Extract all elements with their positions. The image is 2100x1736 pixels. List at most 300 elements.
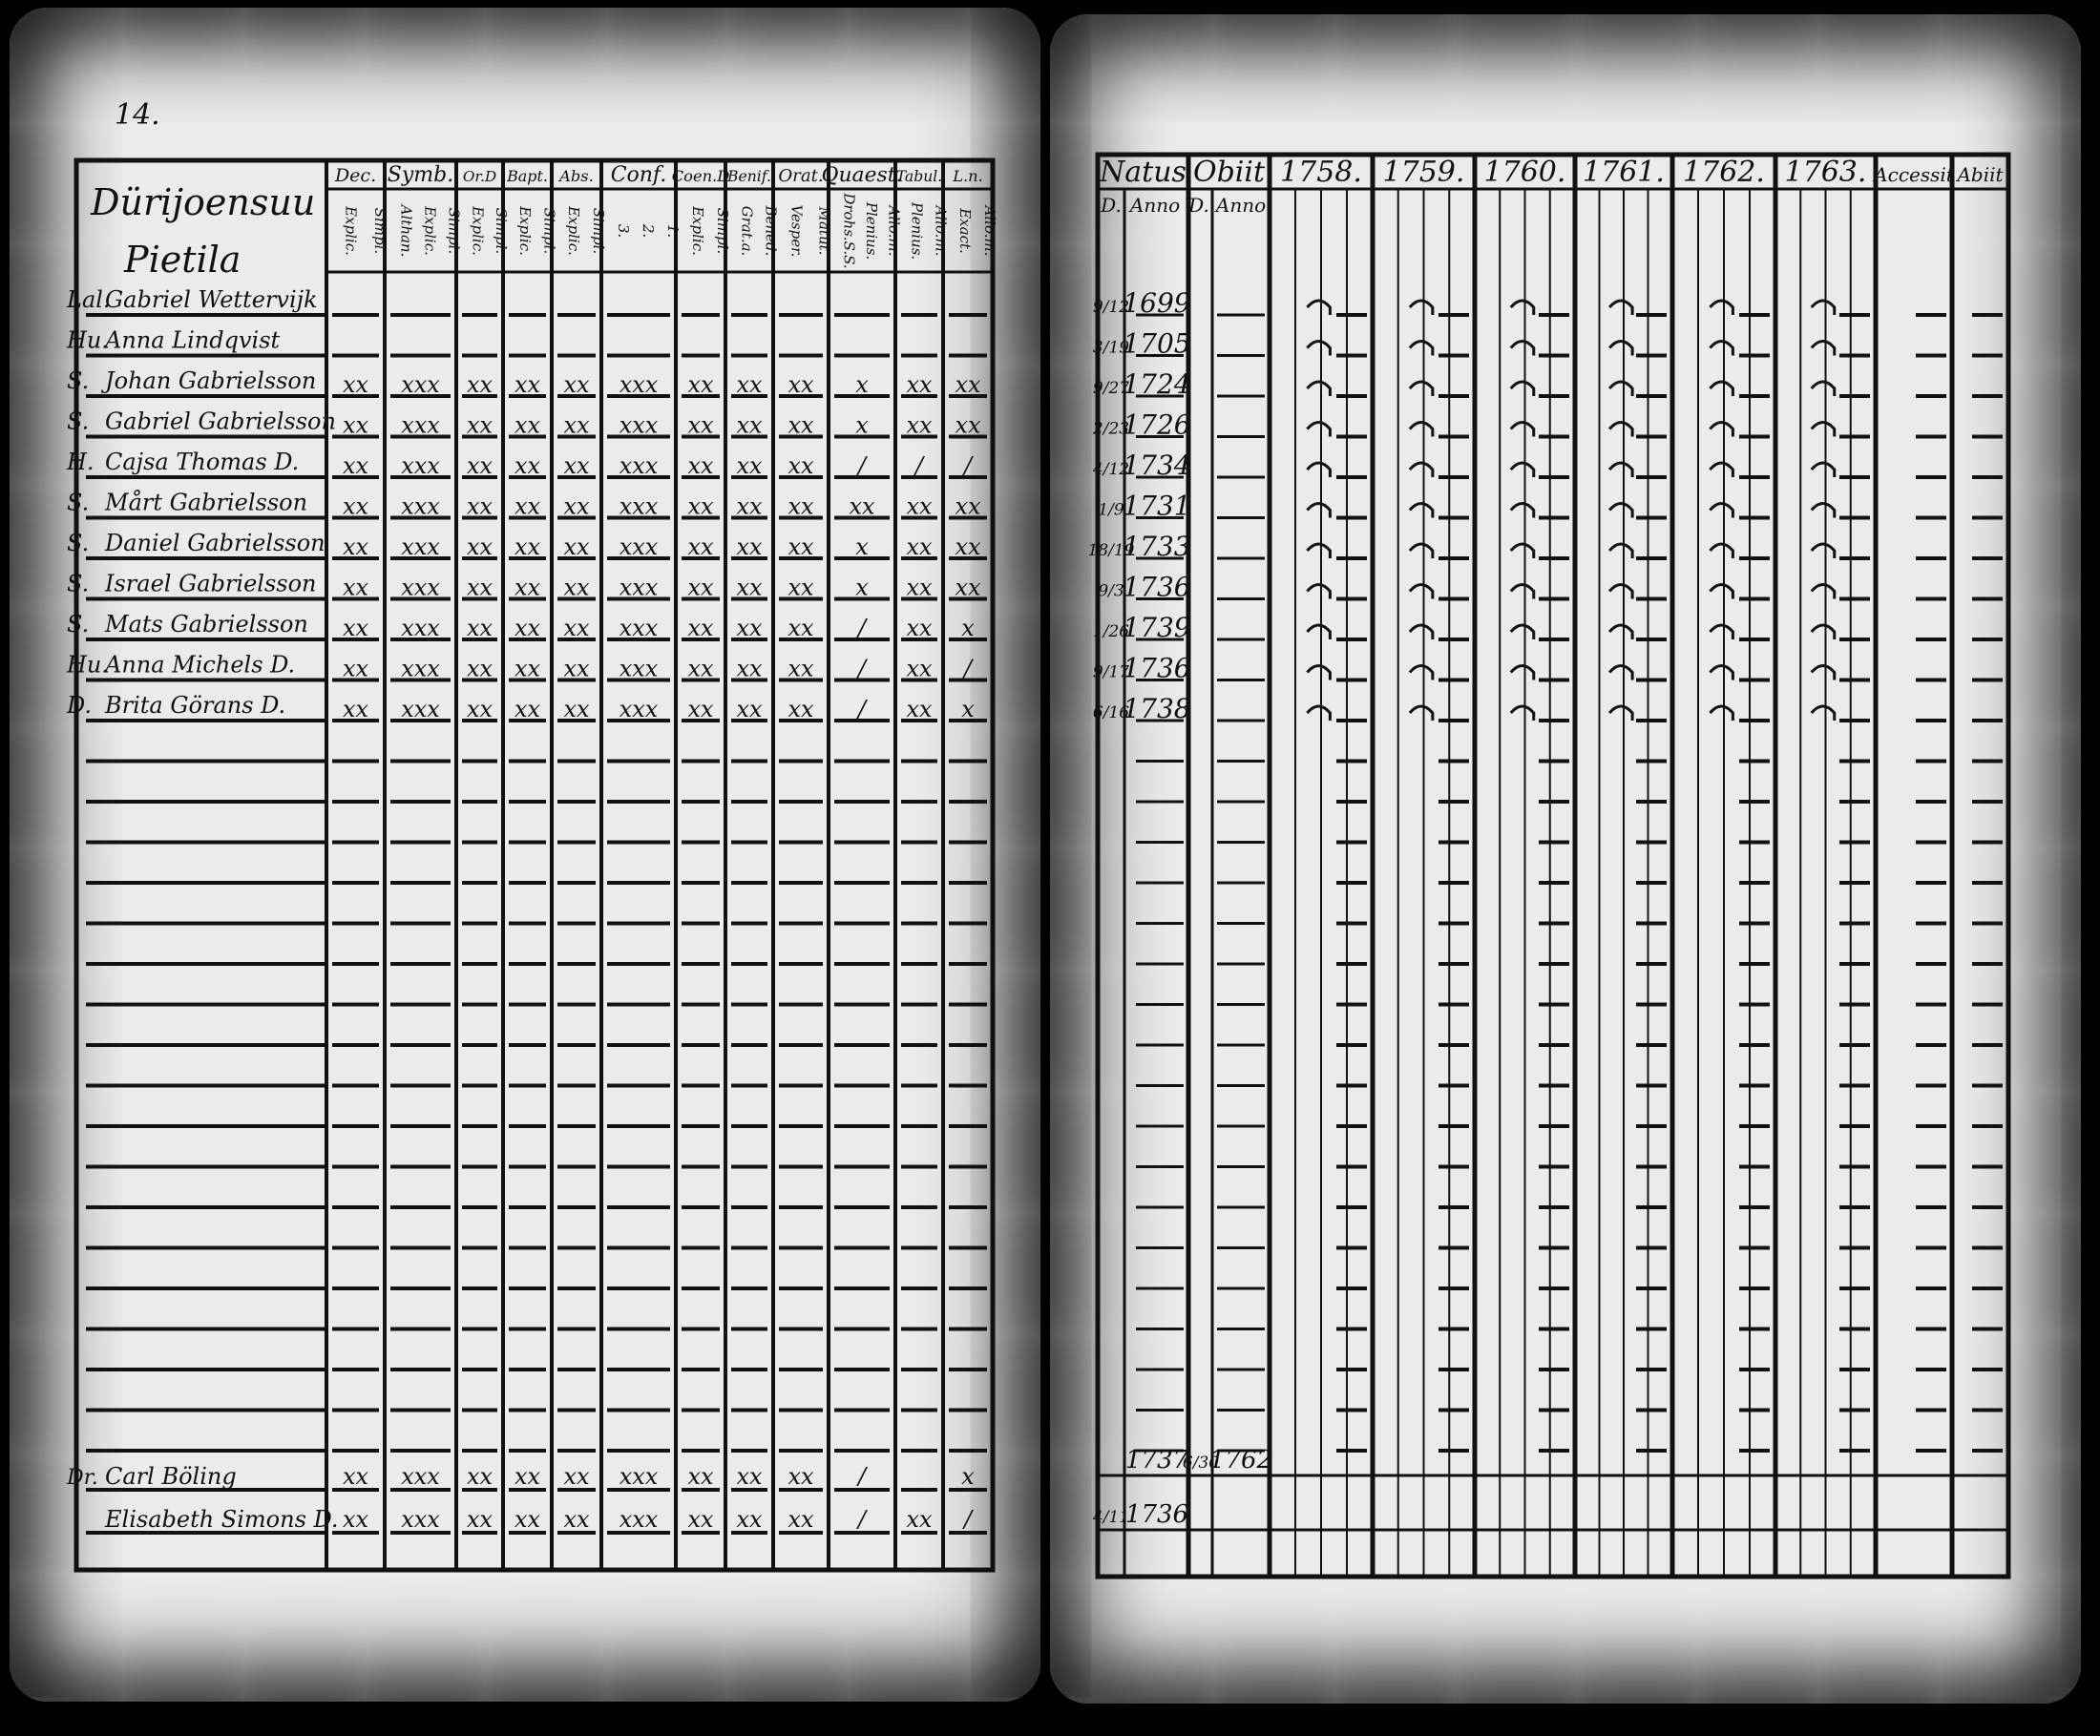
column-header: L.n. <box>953 167 983 185</box>
attendance-mark <box>1307 301 1330 315</box>
column-header: Conf. <box>610 163 667 187</box>
column-subheader: Simpl. <box>714 207 731 255</box>
attendance-mark <box>1410 585 1433 599</box>
catechism-mark: xx <box>788 696 814 722</box>
attendance-mark <box>1511 625 1534 639</box>
birth-day: 1/26 <box>1092 622 1130 641</box>
catechism-mark: xx <box>736 533 763 560</box>
catechism-mark: xx <box>466 696 494 722</box>
catechism-mark: xx <box>466 615 494 641</box>
catechism-mark: xxx <box>619 615 659 641</box>
column-subheader: Plenius. <box>863 201 880 261</box>
row-prefix: H. <box>67 449 94 475</box>
attendance-mark <box>1609 463 1632 477</box>
catechism-mark: x <box>855 411 869 439</box>
attendance-mark <box>1710 544 1732 558</box>
column-subheader: Explic. <box>469 206 487 256</box>
catechism-mark: xx <box>736 615 763 641</box>
attendance-mark <box>1511 342 1534 356</box>
attendance-mark <box>1410 423 1433 437</box>
catechism-mark: xx <box>687 411 714 439</box>
catechism-mark: xx <box>466 655 494 682</box>
column-header: 1760. <box>1483 156 1566 189</box>
birth-year: 1736 <box>1123 571 1191 603</box>
catechism-mark: xx <box>788 655 814 682</box>
column-header: 1762. <box>1683 156 1765 189</box>
birth-day: 1/9 <box>1098 500 1124 520</box>
catechism-mark: / <box>857 655 867 682</box>
person-name: Israel Gabrielsson <box>105 570 317 597</box>
attendance-mark <box>1511 544 1534 558</box>
attendance-mark <box>1812 301 1835 315</box>
birth-day: 6/16 <box>1092 703 1130 722</box>
attendance-mark <box>1307 666 1330 680</box>
catechism-mark: xx <box>906 371 933 398</box>
catechism-mark: xx <box>955 371 981 398</box>
attendance-mark <box>1609 423 1632 437</box>
catechism-mark: xx <box>466 533 494 560</box>
attendance-mark <box>1511 463 1534 477</box>
column-header: Accessit <box>1874 163 1954 186</box>
attendance-mark <box>1710 382 1732 396</box>
attendance-mark <box>1812 504 1835 518</box>
catechism-mark: x <box>961 1463 975 1490</box>
catechism-mark: xx <box>906 655 933 682</box>
person-name: Mårt Gabrielsson <box>105 489 308 516</box>
birth-day: 2/23 <box>1092 419 1130 439</box>
register-title: Dürijoensuu <box>91 181 316 223</box>
row-prefix: S. <box>67 408 90 435</box>
attendance-mark <box>1511 382 1534 396</box>
catechism-mark: xx <box>342 1463 369 1490</box>
catechism-mark: xx <box>466 574 494 601</box>
catechism-mark: xx <box>563 533 590 560</box>
catechism-mark: / <box>963 452 973 479</box>
catechism-mark: xxx <box>619 371 659 398</box>
column-header: 1759. <box>1382 156 1465 189</box>
column-header: Symb. <box>387 163 454 187</box>
column-subheader: Explic. <box>565 206 582 256</box>
catechism-mark: xx <box>342 492 369 520</box>
attendance-mark <box>1710 666 1732 680</box>
catechism-mark: / <box>857 615 867 641</box>
catechism-mark: xx <box>466 492 494 520</box>
catechism-mark: xx <box>514 615 541 641</box>
attendance-mark <box>1609 544 1632 558</box>
attendance-mark <box>1609 666 1632 680</box>
catechism-mark: / <box>963 655 973 682</box>
death-day: 6/30 <box>1182 1454 1220 1473</box>
column-header: Abs. <box>559 167 594 185</box>
attendance-mark <box>1307 585 1330 599</box>
attendance-mark <box>1307 625 1330 639</box>
catechism-mark: xx <box>687 696 714 722</box>
catechism-mark: xx <box>563 615 590 641</box>
person-name: Cajsa Thomas D. <box>105 449 300 475</box>
catechism-mark: xxx <box>619 1463 659 1490</box>
attendance-mark <box>1812 463 1835 477</box>
catechism-mark: xxx <box>619 1506 659 1533</box>
catechism-mark: xx <box>736 655 763 682</box>
person-name: Brita Görans D. <box>105 692 286 719</box>
catechism-mark: xx <box>514 655 541 682</box>
column-subheader: 3. <box>615 223 632 239</box>
birth-day: 9/3 <box>1098 581 1124 601</box>
catechism-mark: xx <box>466 1506 494 1533</box>
column-subheader: Simpl. <box>590 207 607 255</box>
column-subheader: D. <box>1101 194 1122 217</box>
catechism-mark: xx <box>563 1463 590 1490</box>
birth-day: 18/19 <box>1087 541 1135 560</box>
catechism-mark: / <box>857 696 867 722</box>
column-subheader: 1. <box>664 223 682 239</box>
column-subheader: Explic. <box>342 206 360 256</box>
catechism-mark: xx <box>342 411 369 439</box>
catechism-mark: xx <box>736 1463 763 1490</box>
attendance-mark <box>1511 301 1534 315</box>
catechism-mark: xx <box>563 411 590 439</box>
row-prefix: S. <box>67 530 90 556</box>
column-header: Benif. <box>727 168 771 185</box>
catechism-mark: xx <box>906 411 933 439</box>
birth-day: 3/19 <box>1092 338 1130 358</box>
column-subheader: Anno <box>1129 194 1181 217</box>
attendance-mark <box>1812 342 1835 356</box>
catechism-mark: xxx <box>619 452 659 479</box>
row-prefix: Lal. <box>67 286 111 313</box>
column-subheader: Drohs.S.S. <box>840 193 858 269</box>
attendance-mark <box>1307 706 1330 721</box>
attendance-mark <box>1812 585 1835 599</box>
catechism-mark: xx <box>736 1506 763 1533</box>
catechism-mark: xx <box>788 492 814 520</box>
attendance-mark <box>1812 706 1835 721</box>
column-subheader: Simpl. <box>540 207 558 255</box>
right-table-border <box>1098 155 2008 1577</box>
catechism-mark: / <box>857 1506 867 1533</box>
attendance-mark <box>1410 504 1433 518</box>
column-subheader: Plenius. <box>908 201 926 261</box>
catechism-mark: xx <box>514 696 541 722</box>
catechism-mark: / <box>857 1463 867 1490</box>
attendance-mark <box>1710 504 1732 518</box>
person-name: Anna Lindqvist <box>105 326 281 354</box>
catechism-mark: xx <box>514 1506 541 1533</box>
attendance-mark <box>1710 706 1732 721</box>
attendance-mark <box>1609 625 1632 639</box>
catechism-mark: xx <box>563 492 590 520</box>
attendance-mark <box>1812 382 1835 396</box>
catechism-mark: xx <box>563 452 590 479</box>
column-header: Dec. <box>334 165 377 186</box>
column-header: Natus <box>1100 156 1186 189</box>
catechism-mark: xx <box>466 411 494 439</box>
attendance-mark <box>1609 382 1632 396</box>
catechism-mark: xx <box>342 371 369 398</box>
catechism-mark: xxx <box>619 574 659 601</box>
catechism-mark: xx <box>342 452 369 479</box>
catechism-mark: xxx <box>401 411 440 439</box>
village-name: Pietila <box>124 239 242 281</box>
row-prefix: S. <box>67 611 90 638</box>
column-subheader: Vesper. <box>788 204 806 258</box>
attendance-mark <box>1410 544 1433 558</box>
catechism-mark: xxx <box>619 696 659 722</box>
column-subheader: Allo.m. <box>885 205 903 257</box>
person-name: Daniel Gabrielsson <box>105 530 326 556</box>
catechism-mark: xx <box>788 1506 814 1533</box>
attendance-mark <box>1511 666 1534 680</box>
person-name: Mats Gabrielsson <box>105 611 308 638</box>
catechism-mark: xx <box>687 533 714 560</box>
birth-day: 9/27 <box>1092 379 1130 398</box>
attendance-mark <box>1511 504 1534 518</box>
column-subheader: Allo.m. <box>981 205 998 257</box>
catechism-mark: xxx <box>401 1506 440 1533</box>
attendance-mark <box>1511 706 1534 721</box>
column-subheader: Althan. <box>397 204 415 258</box>
catechism-mark: xxx <box>401 371 440 398</box>
catechism-mark: xx <box>906 1506 933 1533</box>
catechism-mark: xx <box>342 696 369 722</box>
catechism-mark: xx <box>736 371 763 398</box>
row-prefix: Dr. <box>67 1466 98 1490</box>
catechism-mark: xx <box>342 615 369 641</box>
attendance-mark <box>1609 504 1632 518</box>
column-header: Tabul. <box>895 168 943 185</box>
attendance-mark <box>1609 342 1632 356</box>
catechism-mark: xx <box>466 1463 494 1490</box>
person-name: Johan Gabrielsson <box>105 367 317 394</box>
row-prefix: S. <box>67 489 90 516</box>
catechism-mark: xx <box>514 371 541 398</box>
column-header: Or.D <box>462 168 497 185</box>
row-prefix: Hu. <box>67 651 110 679</box>
catechism-mark: xx <box>514 452 541 479</box>
column-subheader: Explic. <box>421 206 439 256</box>
column-header: Orat. <box>778 166 824 186</box>
row-prefix: D. <box>67 692 93 719</box>
catechism-mark: xx <box>736 492 763 520</box>
catechism-mark: xx <box>736 452 763 479</box>
catechism-mark: xx <box>563 1506 590 1533</box>
attendance-mark <box>1812 666 1835 680</box>
catechism-mark: xx <box>514 533 541 560</box>
catechism-mark: xx <box>906 696 933 722</box>
attendance-mark <box>1511 585 1534 599</box>
attendance-mark <box>1609 585 1632 599</box>
birth-year: 1731 <box>1123 490 1191 522</box>
catechism-mark: xx <box>342 574 369 601</box>
attendance-mark <box>1410 666 1433 680</box>
attendance-mark <box>1609 301 1632 315</box>
birth-year: 1724 <box>1123 368 1191 400</box>
column-header: 1763. <box>1784 156 1867 189</box>
catechism-mark: xx <box>906 533 933 560</box>
catechism-mark: xx <box>514 492 541 520</box>
attendance-mark <box>1410 625 1433 639</box>
person-name: Gabriel Wettervijk <box>105 286 318 313</box>
birth-year: 1737 <box>1124 1446 1189 1475</box>
catechism-mark: xx <box>342 655 369 682</box>
catechism-mark: xxx <box>401 492 440 520</box>
catechism-mark: xxx <box>619 533 659 560</box>
column-subheader: Bened. <box>762 205 780 257</box>
attendance-mark <box>1609 706 1632 721</box>
catechism-mark: xx <box>736 574 763 601</box>
birth-year: 1739 <box>1123 612 1191 643</box>
birth-year: 1726 <box>1123 408 1191 441</box>
catechism-mark: x <box>961 615 975 641</box>
catechism-mark: xx <box>788 533 814 560</box>
death-year: 1762 <box>1208 1446 1273 1475</box>
birth-year: 1734 <box>1123 450 1191 481</box>
attendance-mark <box>1812 423 1835 437</box>
catechism-mark: xx <box>514 574 541 601</box>
attendance-mark <box>1410 342 1433 356</box>
attendance-mark <box>1710 585 1732 599</box>
catechism-mark: xx <box>687 452 714 479</box>
birth-year: 1738 <box>1123 693 1191 724</box>
row-prefix: Hu. <box>67 326 110 354</box>
catechism-mark: xx <box>849 492 875 520</box>
column-subheader: Simpl. <box>370 207 388 255</box>
catechism-mark: xxx <box>401 615 440 641</box>
attendance-mark <box>1812 544 1835 558</box>
catechism-mark: xx <box>466 371 494 398</box>
catechism-mark: xx <box>563 696 590 722</box>
column-subheader: Explic. <box>515 206 534 256</box>
attendance-mark <box>1410 382 1433 396</box>
catechism-mark: xx <box>563 655 590 682</box>
column-header: Obiit <box>1192 156 1266 189</box>
catechism-mark: / <box>857 452 867 479</box>
column-subheader: Explic. <box>689 206 706 256</box>
catechism-mark: xx <box>563 371 590 398</box>
catechism-mark: xx <box>788 615 814 641</box>
person-name: Carl Böling <box>105 1463 237 1490</box>
catechism-mark: / <box>963 1506 973 1533</box>
column-subheader: Grat.a. <box>738 205 756 257</box>
catechism-mark: / <box>914 452 924 479</box>
catechism-mark: xx <box>687 1463 714 1490</box>
catechism-mark: xx <box>906 492 933 520</box>
column-header: Quaest. <box>821 163 903 187</box>
attendance-mark <box>1710 423 1732 437</box>
birth-year: 1699 <box>1123 287 1191 319</box>
row-prefix: S. <box>67 367 90 394</box>
birth-day: 9/17 <box>1092 662 1130 682</box>
catechism-mark: xx <box>955 492 981 520</box>
catechism-mark: xx <box>563 574 590 601</box>
catechism-mark: xxx <box>401 696 440 722</box>
birth-day: 4/11 <box>1092 1508 1130 1527</box>
attendance-mark <box>1307 382 1330 396</box>
person-name: Gabriel Gabrielsson <box>105 408 336 435</box>
attendance-mark <box>1710 342 1732 356</box>
catechism-mark: xx <box>514 411 541 439</box>
right-grid <box>1098 155 2008 1577</box>
page-number: 14. <box>115 98 160 132</box>
catechism-mark: x <box>855 574 869 601</box>
catechism-mark: xx <box>788 574 814 601</box>
catechism-mark: xx <box>788 452 814 479</box>
attendance-mark <box>1710 301 1732 315</box>
catechism-mark: xxx <box>619 655 659 682</box>
attendance-mark <box>1710 625 1732 639</box>
catechism-mark: xx <box>906 615 933 641</box>
catechism-mark: xxx <box>401 452 440 479</box>
catechism-mark: xx <box>687 574 714 601</box>
attendance-mark <box>1307 463 1330 477</box>
catechism-mark: xx <box>788 371 814 398</box>
column-subheader: Allo.m. <box>932 205 950 257</box>
column-subheader: Matut. <box>815 206 833 256</box>
catechism-mark: xx <box>687 492 714 520</box>
birth-year: 1736 <box>1124 1500 1189 1529</box>
column-subheader: 2. <box>640 223 657 239</box>
attendance-mark <box>1410 301 1433 315</box>
catechism-mark: xx <box>788 1463 814 1490</box>
catechism-mark: xx <box>955 411 981 439</box>
catechism-mark: xx <box>514 1463 541 1490</box>
attendance-mark <box>1410 706 1433 721</box>
column-header: Bapt. <box>507 167 548 185</box>
catechism-mark: xx <box>466 452 494 479</box>
catechism-mark: xx <box>736 696 763 722</box>
column-header: 1758. <box>1280 156 1362 189</box>
attendance-mark <box>1307 423 1330 437</box>
catechism-mark: x <box>855 533 869 560</box>
column-header: Abiit <box>1957 163 2004 186</box>
column-header: Coen.D <box>671 167 730 185</box>
column-subheader: D. <box>1188 194 1209 217</box>
column-subheader: Exact. <box>956 208 974 254</box>
catechism-mark: xxx <box>401 574 440 601</box>
person-name: Elisabeth Simons D. <box>105 1506 339 1533</box>
column-subheader: Simpl. <box>492 207 510 255</box>
catechism-mark: xx <box>687 1506 714 1533</box>
attendance-mark <box>1511 423 1534 437</box>
attendance-mark <box>1307 544 1330 558</box>
attendance-mark <box>1307 504 1330 518</box>
row-prefix: S. <box>67 570 90 597</box>
birth-year: 1733 <box>1123 531 1191 562</box>
catechism-mark: xxx <box>619 411 659 439</box>
attendance-mark <box>1812 625 1835 639</box>
catechism-mark: xxx <box>401 1463 440 1490</box>
catechism-mark: x <box>961 696 975 722</box>
column-subheader: Anno <box>1215 194 1267 217</box>
catechism-mark: xxx <box>619 492 659 520</box>
attendance-mark <box>1410 463 1433 477</box>
catechism-mark: xx <box>342 533 369 560</box>
catechism-mark: xx <box>687 371 714 398</box>
birth-day: 4/12 <box>1092 460 1130 479</box>
catechism-mark: xxx <box>401 655 440 682</box>
birth-day: 9/12 <box>1092 298 1130 317</box>
catechism-mark: xx <box>955 574 981 601</box>
birth-year: 1705 <box>1123 327 1191 360</box>
catechism-mark: xx <box>955 533 981 560</box>
attendance-mark <box>1710 463 1732 477</box>
catechism-mark: xx <box>687 615 714 641</box>
person-name: Anna Michels D. <box>105 651 296 679</box>
catechism-mark: xx <box>736 411 763 439</box>
catechism-mark: xx <box>788 411 814 439</box>
catechism-mark: xx <box>906 574 933 601</box>
birth-year: 1736 <box>1123 652 1191 684</box>
